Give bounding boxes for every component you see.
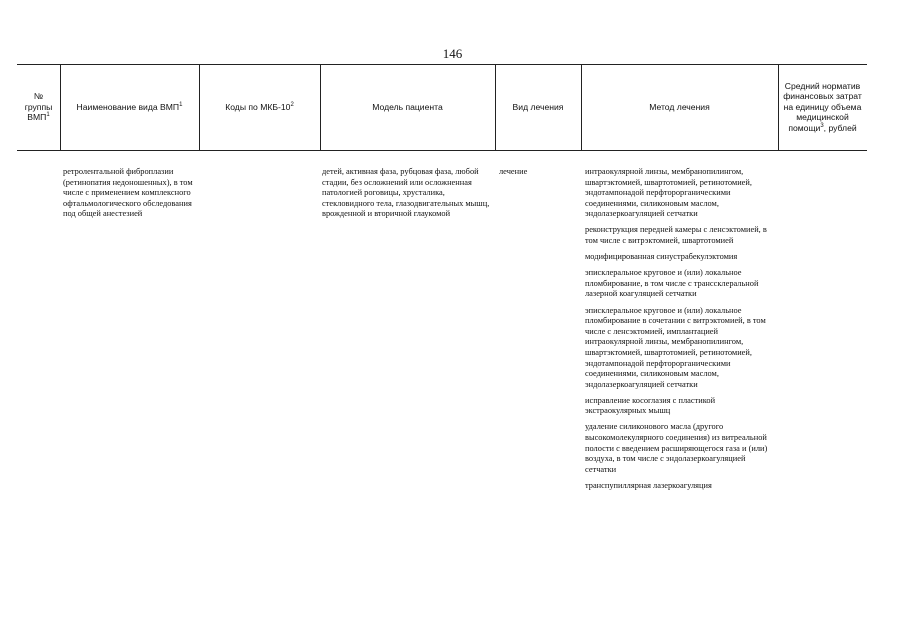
header-footnote-mark: 3 [820, 122, 824, 129]
header-footnote-mark: 2 [290, 101, 294, 108]
method-item: исправление косоглазия с пластикой экстраокулярных мышц [585, 395, 716, 416]
header-average-cost-label: Средний норматив финансовых затрат на единицу объема медицинской помощи [783, 80, 862, 133]
header-footnote-mark: 1 [46, 112, 50, 119]
header-average-cost-text [782, 81, 863, 134]
header-mkb-codes-label: Коды по МКБ-10 [225, 101, 291, 112]
method-item: модифицированная синустрабекулэктомия [585, 252, 738, 262]
header-group-number-text [20, 91, 57, 123]
header-treatment-method-label: Метод лечения [649, 101, 710, 112]
header-mkb-codes [199, 64, 320, 150]
page-number: 146 [442, 46, 463, 61]
header-average-cost-unit: , рублей [823, 122, 857, 133]
header-footnote-mark: 1 [179, 101, 183, 108]
header-patient-model [320, 64, 495, 150]
header-vmp-name-text [77, 102, 183, 113]
cell-treatment-methods [585, 167, 775, 497]
header-treatment-type-label: Вид лечения [512, 101, 564, 112]
method-item: реконструкция передней камеры с ленсэктомией, в том числе с витрэктомией, швартотомией [585, 225, 767, 246]
header-group-number-label: № группы ВМП [24, 91, 53, 123]
method-item: эписклеральное круговое и (или) локальное пломбирование в сочетании с витрэктомией, в том числе с ленсэктомией, имплантацией интраокулярной линзы, мембранопилингом, швартэктомией, швартотомией, ретинотомией, эндотампонадой перфторорганическими соединениями, силиконовым маслом, эндолазеркоагуляцией сетчатки [585, 305, 766, 389]
method-item: эписклеральное круговое и (или) локальное пломбирование, в том числе с транссклеральной лазерной коагуляцией сетчатки [585, 268, 759, 299]
method-item: транспупиллярная лазеркоагуляция [585, 480, 712, 490]
cell-patient-model: детей, активная фаза, рубцовая фаза, любой стадии, без осложнений или осложненная патологией роговицы, хрусталика, стекловидного тела, глазодвигательных мышц, врожденной и вторичной глаукомой [322, 167, 490, 219]
header-mkb-codes-text [225, 102, 294, 113]
method-item: удаление силиконового масла (другого высокомолекулярного соединения) из витреальной полости с введением расширяющегося газа и (или) воздуха, в том числе с эндолазеркоагуляцией сетчатки [585, 422, 768, 474]
header-average-cost [778, 64, 867, 150]
cell-treatment-type: лечение [499, 167, 528, 176]
method-item: интраокулярной линзы, мембранопилингом, швартэктомией, швартотомией, ретинотомией, эндотампонадой перфторорганическими соединениями, силиконовым маслом, эндолазеркоагуляцией сетчатки [585, 167, 752, 219]
header-vmp-name-label: Наименование вида ВМП [76, 101, 180, 112]
header-vmp-name [60, 64, 199, 150]
header-treatment-method [581, 64, 778, 150]
header-bottom-border [17, 150, 867, 151]
header-group-number [17, 64, 60, 150]
header-patient-model-label: Модель пациента [372, 101, 443, 112]
cell-vmp-name: ретролентальной фиброплазии (ретинопатия недоношенных), в том числе с применением комплексного офтальмологического обследования под общей анестезией [63, 167, 193, 219]
header-treatment-type [495, 64, 581, 150]
